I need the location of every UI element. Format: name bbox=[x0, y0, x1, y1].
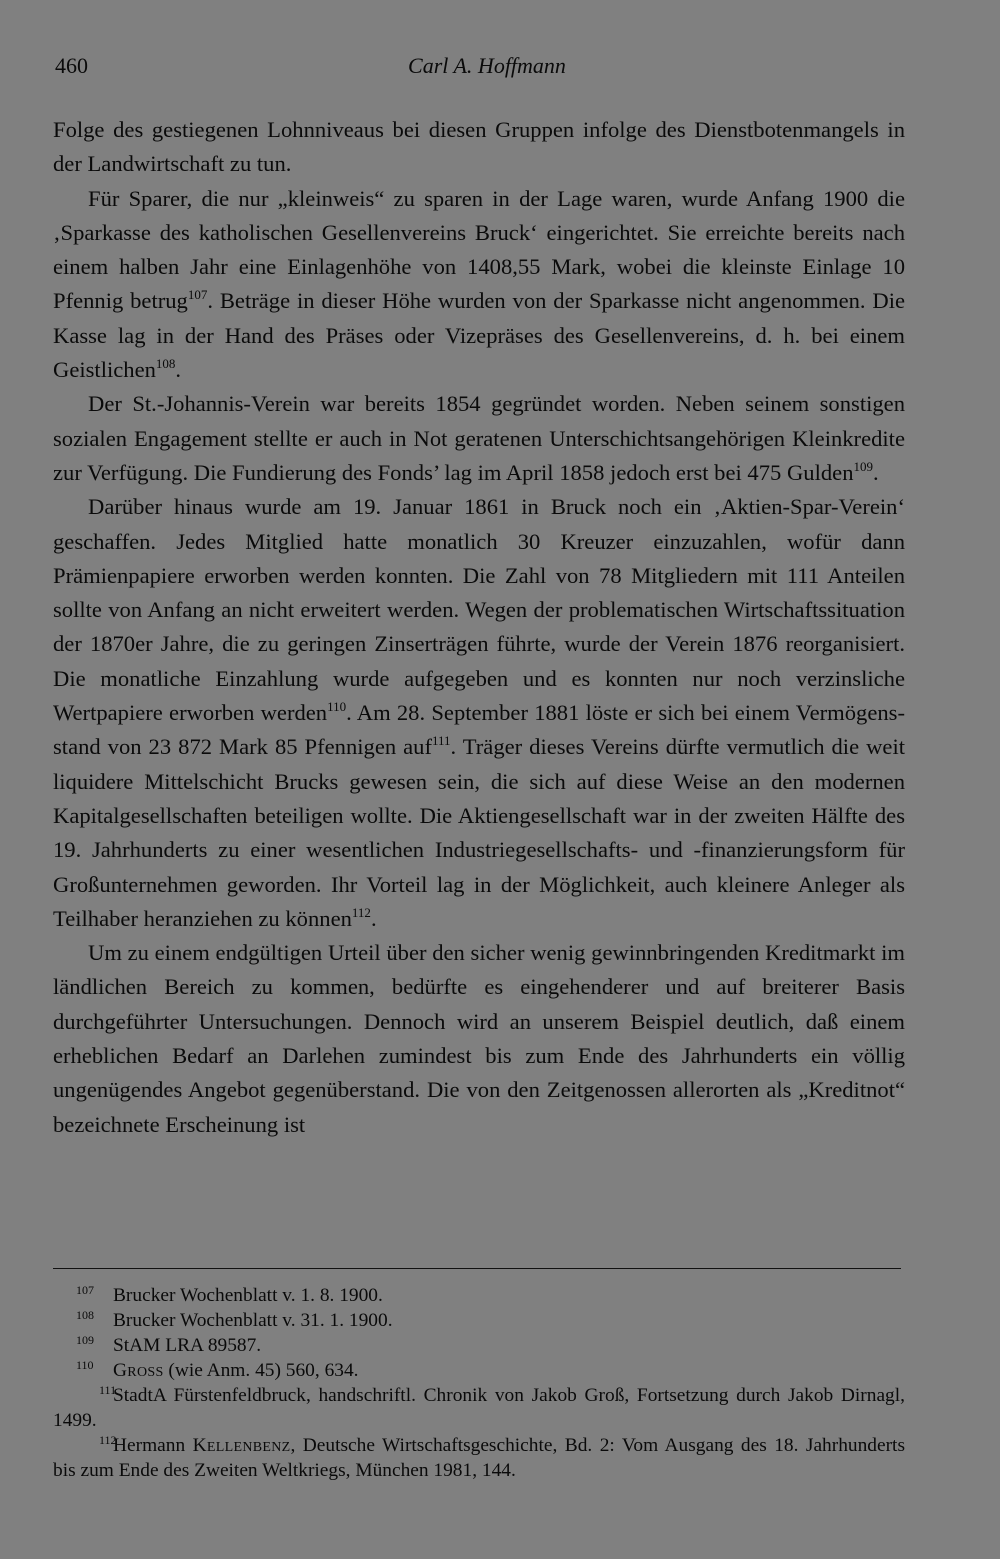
footnote bbox=[53, 1283, 905, 1308]
text-run: Brucker Wochenblatt v. 1. 8. 1900. bbox=[113, 1285, 383, 1306]
text-run: Folge des gestiegenen Lohnniveaus bei diesen Gruppen infolge des Dienstbotenmangels in der Landwirtschaft zu tun. bbox=[53, 117, 905, 177]
paragraph bbox=[53, 490, 905, 936]
text-run: Um zu einem endgültigen Urteil über den sicher wenig gewinnbringenden Kreditmarkt im ländlichen Bereich zu kommen, bedürfte es eingehenderer und auf breiterer Basis durchgeführter Untersuchungen. Dennoch wird an unserem Beispiel deutlich, daß einem erheblichen Bedarf an Darlehen zumindest bis zum Ende des Jahrhunderts ein völlig ungenügendes Angebot gegenüberstand. Die von den Zeitgenossen allerorten als „Kreditnot“ bezeichnete Erscheinung ist bbox=[53, 940, 905, 1137]
text-run: . Beträge in dieser Höhe wurden von der Sparkasse nicht angenommen. Die Kasse lag in der Hand des Präses oder Vizepräses des Gesellenvereins, d. h. bei einem Geistlichen bbox=[53, 288, 906, 383]
text-run: Für Sparer, die nur „kleinweis“ zu sparen in der Lage waren, wurde Anfang 1900 die ‚Sparkasse des katholischen Gesellenvereins Bruck‘ eingerichtet. Sie erreichte bereits nach einem halben Jahr eine Einlagenhöhe von 1408,55 Mark, wobei die kleinste Einlage 10 Pfennig betrug bbox=[53, 185, 905, 314]
text-run: StadtA Fürstenfeldbruck, handschriftl. Chronik von Jakob Groß, Fortsetzung durch Jakob Dirnagl, 1499. bbox=[53, 1385, 905, 1431]
text-run: Brucker Wochenblatt v. 31. 1. 1900. bbox=[113, 1310, 393, 1331]
footnote-reference: 111 bbox=[431, 733, 451, 749]
footnote-reference: 110 bbox=[327, 699, 347, 715]
page-header bbox=[53, 50, 905, 84]
author-name: Kellenbenz bbox=[192, 1435, 291, 1456]
footnote-number: 107 bbox=[76, 1283, 94, 1297]
footnote-reference: 109 bbox=[853, 458, 873, 474]
text-run: . Am 28. September 1881 löste er sich bei einem Vermögensstand von 23 872 Mark 85 Pfennigen auf bbox=[53, 700, 905, 760]
body-text bbox=[53, 113, 905, 1142]
author-name: Gross bbox=[113, 1360, 164, 1381]
footnotes bbox=[53, 1283, 905, 1483]
footnote bbox=[53, 1308, 905, 1333]
paragraph bbox=[53, 387, 905, 490]
text-run: Hermann bbox=[113, 1435, 193, 1456]
text-run: StAM LRA 89587. bbox=[113, 1335, 262, 1356]
footnote-number: 108 bbox=[76, 1308, 94, 1322]
text-run: . bbox=[873, 459, 879, 485]
text-run: Der St.-Johannis-Verein war bereits 1854 gegründet worden. Neben seinem sonstigen sozialen Engagement stellte er auch in Not geratenen Unterschichtsangehörigen Kleinkredite zur Verfügung. Die Fundierung des Fonds’ lag im April 1858 jedoch erst bei 475 Gulden bbox=[53, 391, 905, 485]
text-run: (wie Anm. 45) 560, 634. bbox=[163, 1360, 359, 1381]
footnote bbox=[53, 1433, 905, 1483]
text-run: , Deutsche Wirtschaftsgeschichte, Bd. 2: Vom Ausgang des 18. Jahrhunderts bis zum Ende des Zweiten Weltkriegs, München 1981, 144. bbox=[53, 1435, 905, 1481]
footnote-divider bbox=[53, 1268, 901, 1269]
text-run: . bbox=[175, 357, 182, 383]
page-number: 460 bbox=[55, 53, 88, 78]
footnote-number: 109 bbox=[76, 1333, 94, 1347]
paragraph bbox=[53, 936, 905, 1142]
running-head: Carl A. Hoffmann bbox=[408, 53, 566, 78]
footnote-number: 112 bbox=[99, 1433, 117, 1447]
footnote-reference: 107 bbox=[187, 287, 208, 303]
footnote-number: 111 bbox=[99, 1383, 117, 1397]
text-run: Darüber hinaus wurde am 19. Januar 1861 in Bruck noch ein ‚Aktien-Spar-Verein‘ geschaffen. Jedes Mitglied hatte monatlich 30 Kreuzer einzuzahlen, wofür dann Prämienpapiere erworben werden konnten. Die Zahl von 78 Mitgliedern mit 111 Anteilen sollte von Anfang an nicht erweitert werden. Wegen der problematischen Wirtschaftssituation der 1870er Jahre, die zu geringen Zinserträgen führte, wurde der Verein 1876 reorganisiert. Die monatliche Einzahlung wurde aufgegeben und es konnten nur noch verzinsliche Wertpapiere erworben werden bbox=[53, 494, 905, 726]
paragraph bbox=[53, 182, 905, 388]
text-run: . Träger dieses Vereins dürfte vermutlich die weit liquidere Mittelschicht Brucks gewesen sein, die sich auf diese Weise an den modernen Kapitalgesellschaften beteiligen wollte. Die Aktiengesellschaft war in der zweiten Hälfte des 19. Jahrhunderts zu einer wesentlichen Industriegesellschafts- und -finanzierungsform für Großunternehmen geworden. Ihr Vorteil lag in der Möglichkeit, auch kleinere Anleger als Teilhaber heranziehen zu können bbox=[53, 734, 905, 931]
footnote-reference: 112 bbox=[351, 904, 371, 920]
footnote-reference: 108 bbox=[155, 356, 176, 372]
footnote bbox=[53, 1383, 905, 1433]
footnote bbox=[53, 1358, 905, 1383]
footnote-number: 110 bbox=[76, 1358, 94, 1372]
book-page bbox=[53, 0, 905, 1559]
footnote bbox=[53, 1333, 905, 1358]
text-run: . bbox=[370, 905, 377, 931]
paragraph bbox=[53, 113, 905, 182]
